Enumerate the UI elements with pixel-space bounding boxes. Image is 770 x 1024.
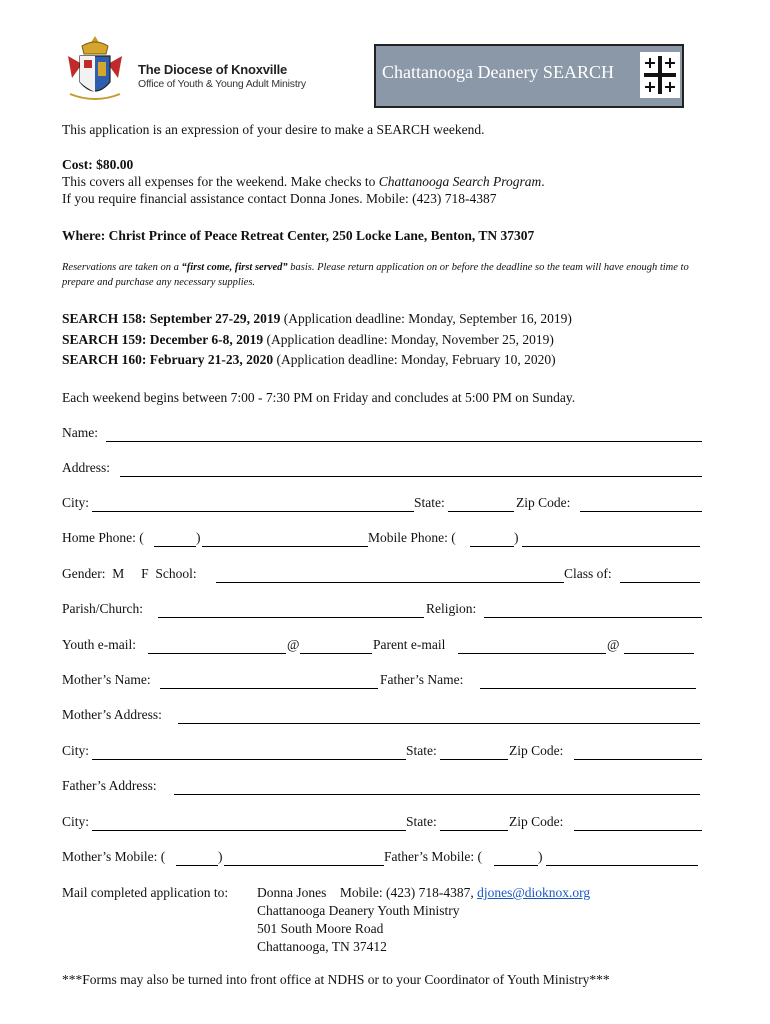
mothers-address-field[interactable] [178, 709, 700, 724]
name-field[interactable] [106, 427, 702, 442]
paren-close: ) [218, 849, 223, 864]
session-title: SEARCH 158: September 27-29, 2019 [62, 311, 281, 326]
religion-label: Religion: [426, 601, 477, 616]
state-label: State: [414, 495, 445, 510]
contact-line [257, 884, 590, 902]
religion-field[interactable] [484, 603, 702, 618]
payee-name: Chattanooga Search Program [378, 174, 542, 189]
address-field[interactable] [120, 462, 702, 477]
fathers-name-field[interactable] [480, 674, 696, 689]
school-field[interactable] [216, 568, 564, 583]
mothers-name-label: Mother’s Name: [62, 672, 151, 687]
city-field[interactable] [92, 497, 414, 512]
financial-assistance-text: If you require financial assistance contact Donna Jones. Mobile: (423) 718-4387 [62, 191, 497, 206]
mothers-address-label: Mother’s Address: [62, 707, 162, 722]
mothers-zip-field[interactable] [574, 745, 702, 760]
city-label: City: [62, 495, 90, 510]
at-sign: @ [287, 637, 300, 652]
contact-email-link[interactable]: djones@dioknox.org [477, 885, 591, 900]
home-phone-label: Home Phone: ( [62, 530, 144, 545]
jerusalem-cross-icon [640, 52, 680, 98]
home-phone-field[interactable] [202, 532, 368, 547]
schedule-text: Each weekend begins between 7:00 - 7:30 PM on Friday and concludes at 5:00 PM on Sunday. [62, 390, 576, 405]
state-label: State: [406, 743, 437, 758]
location-text: Where: Christ Prince of Peace Retreat Center, 250 Locke Lane, Benton, TN 37307 [62, 228, 535, 243]
address-line-3: Chattanooga, TN 37412 [257, 939, 387, 954]
session-159 [62, 331, 554, 348]
zip-label: Zip Code: [509, 743, 564, 758]
paren-close: ) [196, 530, 201, 545]
mobile-phone-field[interactable] [522, 532, 700, 547]
fathers-mobile-label: Father’s Mobile: ( [384, 849, 482, 864]
paren-close: ) [538, 849, 543, 864]
mothers-mobile-area-field[interactable] [176, 851, 218, 866]
fathers-address-field[interactable] [174, 780, 700, 795]
fathers-state-field[interactable] [440, 816, 508, 831]
zip-label: Zip Code: [509, 814, 564, 829]
zip-label: Zip Code: [516, 495, 571, 510]
mothers-state-field[interactable] [440, 745, 508, 760]
session-deadline: (Application deadline: Monday, February 10, 2020) [273, 352, 556, 367]
banner-title: Chattanooga Deanery SEARCH [382, 62, 614, 82]
contact-name-phone: Donna Jones Mobile: (423) 718-4387, [257, 885, 478, 900]
diocese-crest-logo [60, 34, 130, 106]
reservation-text-b: basis. Please return application on or before the deadline so the team will have enough time to prepare and purchase any necessary supplies. [62, 262, 689, 288]
mail-label: Mail completed application to: [62, 885, 229, 900]
youth-email-domain-field[interactable] [300, 639, 372, 654]
parent-email-domain-field[interactable] [624, 639, 694, 654]
fathers-mobile-area-field[interactable] [494, 851, 538, 866]
fathers-zip-field[interactable] [574, 816, 702, 831]
intro-text: This application is an expression of your desire to make a SEARCH weekend. [62, 122, 485, 137]
address-line-1: Chattanooga Deanery Youth Ministry [257, 903, 460, 918]
address-label: Address: [62, 460, 110, 475]
mothers-name-field[interactable] [160, 674, 378, 689]
mothers-city-field[interactable] [92, 745, 406, 760]
session-deadline: (Application deadline: Monday, November 25, 2019) [263, 332, 554, 347]
session-158 [62, 310, 572, 327]
mothers-mobile-label: Mother’s Mobile: ( [62, 849, 166, 864]
mothers-mobile-field[interactable] [224, 851, 384, 866]
search-banner [374, 44, 684, 108]
reservation-emphasis: “first come, first served” [181, 262, 288, 273]
mailing-address [257, 884, 590, 956]
cost-period: . [541, 174, 545, 189]
cost-text: This covers all expenses for the weekend. Make checks to [62, 174, 379, 189]
home-phone-area-field[interactable] [154, 532, 196, 547]
footer-note: ***Forms may also be turned into front office at NDHS or to your Coordinator of Youth Ministry*** [62, 972, 610, 987]
state-field[interactable] [448, 497, 514, 512]
reservation-text-a: Reservations are taken on a [62, 262, 182, 273]
fathers-city-field[interactable] [92, 816, 406, 831]
session-title: SEARCH 159: December 6-8, 2019 [62, 332, 264, 347]
reservation-note [62, 260, 712, 290]
zip-field[interactable] [580, 497, 702, 512]
session-160 [62, 351, 556, 368]
fathers-name-label: Father’s Name: [380, 672, 464, 687]
cost-description [62, 173, 545, 190]
parent-email-label: Parent e-mail [373, 637, 446, 652]
fathers-mobile-field[interactable] [546, 851, 698, 866]
cost-label: Cost: $80.00 [62, 157, 134, 172]
class-of-label: Class of: [564, 566, 612, 581]
mobile-phone-area-field[interactable] [470, 532, 514, 547]
parish-label: Parish/Church: [62, 601, 143, 616]
org-name: The Diocese of Knoxville [138, 62, 288, 77]
organization-name-block [138, 62, 306, 90]
session-deadline: (Application deadline: Monday, September 16, 2019) [280, 311, 572, 326]
youth-email-user-field[interactable] [148, 639, 286, 654]
city-label: City: [62, 743, 90, 758]
parent-email-user-field[interactable] [458, 639, 606, 654]
youth-email-label: Youth e-mail: [62, 637, 137, 652]
org-subtitle: Office of Youth & Young Adult Ministry [138, 78, 306, 90]
gender-school-label: Gender: M F School: [62, 566, 197, 581]
class-of-field[interactable] [620, 568, 700, 583]
mobile-phone-label: Mobile Phone: ( [368, 530, 456, 545]
at-sign: @ [607, 637, 620, 652]
address-line-2: 501 South Moore Road [257, 921, 384, 936]
city-label: City: [62, 814, 90, 829]
paren-close: ) [514, 530, 519, 545]
mailing-info [62, 884, 591, 954]
state-label: State: [406, 814, 437, 829]
session-title: SEARCH 160: February 21-23, 2020 [62, 352, 274, 367]
name-label: Name: [62, 425, 98, 440]
fathers-address-label: Father’s Address: [62, 778, 157, 793]
parish-field[interactable] [158, 603, 424, 618]
